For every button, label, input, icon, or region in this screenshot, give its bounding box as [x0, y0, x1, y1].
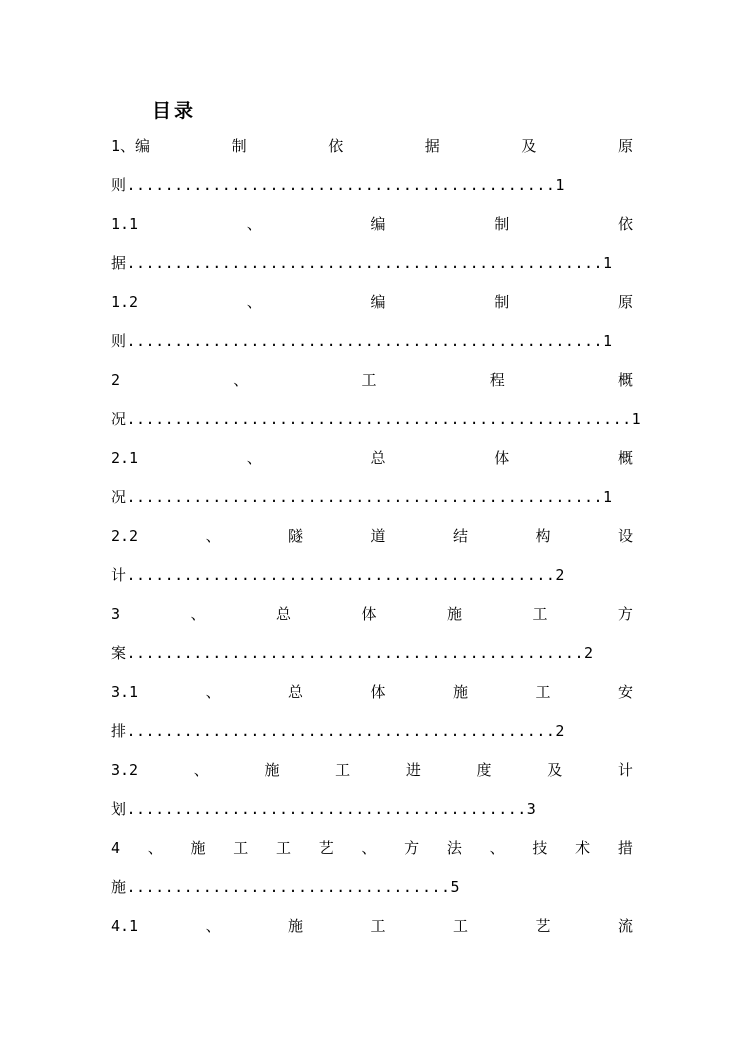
toc-title-segment: 原	[617, 293, 633, 311]
toc-title-segment: 及	[521, 137, 537, 155]
toc-title-segment: 、	[190, 605, 206, 623]
toc-title-segment: 、	[246, 449, 262, 467]
toc-entry-leader[interactable]: 计.............................................2	[111, 566, 565, 584]
toc-title-segment: 总	[275, 605, 291, 623]
toc-title-segment: 流	[617, 917, 633, 935]
toc-title-segment: 2	[111, 371, 121, 389]
toc-entry-title[interactable]	[111, 447, 633, 469]
toc-entry-title[interactable]	[111, 759, 633, 781]
toc-heading: 目录	[152, 100, 197, 122]
toc-entry-title[interactable]	[111, 681, 633, 703]
toc-title-segment: 工	[453, 917, 469, 935]
toc-title-segment: 施	[453, 683, 469, 701]
toc-entry-title[interactable]	[111, 213, 633, 235]
toc-title-segment: 体	[361, 605, 377, 623]
toc-title-segment: 工	[233, 839, 249, 857]
toc-title-segment: 艺	[535, 917, 551, 935]
toc-title-segment: 依	[328, 137, 344, 155]
toc-title-segment: 计	[617, 761, 633, 779]
toc-title-segment: 设	[617, 527, 633, 545]
toc-title-segment: 体	[494, 449, 510, 467]
toc-title-segment: 施	[446, 605, 462, 623]
toc-title-segment: 、	[361, 839, 377, 857]
toc-title-segment: 总	[288, 683, 304, 701]
toc-title-segment: 编	[370, 293, 386, 311]
toc-title-segment: 进	[405, 761, 421, 779]
toc-title-segment: 措	[617, 839, 633, 857]
toc-title-segment: 程	[489, 371, 505, 389]
toc-title-segment: 依	[617, 215, 633, 233]
toc-title-segment: 制	[231, 137, 247, 155]
toc-title-segment: 施	[190, 839, 206, 857]
toc-title-segment: 原	[617, 137, 633, 155]
toc-title-segment: 、	[147, 839, 163, 857]
toc-title-segment: 、	[233, 371, 249, 389]
toc-title-segment: 方	[617, 605, 633, 623]
toc-title-segment: 及	[547, 761, 563, 779]
toc-title-segment: 、	[205, 527, 221, 545]
toc-entry-leader[interactable]: 据..................................................1	[111, 254, 613, 272]
toc-entry-leader[interactable]: 则.............................................1	[111, 176, 565, 194]
toc-title-segment: 施	[264, 761, 280, 779]
toc-title-segment: 隧	[288, 527, 304, 545]
toc-title-segment: 技	[532, 839, 548, 857]
toc-title-segment: 、	[193, 761, 209, 779]
toc-title-segment: 4.1	[111, 917, 139, 935]
toc-entry-title[interactable]	[111, 525, 633, 547]
toc-entry-leader[interactable]: 况.....................................................1	[111, 410, 642, 428]
toc-entry-title[interactable]	[111, 369, 633, 391]
toc-title-segment: 2.2	[111, 527, 139, 545]
toc-title-segment: 方	[404, 839, 420, 857]
toc-title-segment: 工	[370, 917, 386, 935]
toc-title-segment: 总	[370, 449, 386, 467]
toc-title-segment: 、	[205, 917, 221, 935]
toc-entry-leader[interactable]: 划..........................................3	[111, 800, 537, 818]
toc-entry-title[interactable]	[111, 603, 633, 625]
toc-title-segment: 工	[275, 839, 291, 857]
toc-title-segment: 、	[246, 293, 262, 311]
toc-title-segment: 1.1	[111, 215, 139, 233]
toc-title-segment: 3	[111, 605, 121, 623]
toc-title-segment: 制	[494, 215, 510, 233]
toc-title-segment: 艺	[318, 839, 334, 857]
toc-title-segment: 、	[205, 683, 221, 701]
toc-title-segment: 1.2	[111, 293, 139, 311]
toc-entry-title[interactable]	[111, 135, 633, 157]
toc-title-segment: 概	[617, 371, 633, 389]
toc-title-segment: 体	[370, 683, 386, 701]
toc-title-segment: 制	[494, 293, 510, 311]
toc-title-segment: 工	[535, 683, 551, 701]
toc-title-segment: 概	[617, 449, 633, 467]
toc-title-segment: 工	[532, 605, 548, 623]
toc-entry-title[interactable]	[111, 915, 633, 937]
toc-entry-title[interactable]	[111, 291, 633, 313]
toc-title-segment: 术	[575, 839, 591, 857]
toc-title-segment: 道	[370, 527, 386, 545]
toc-title-segment: 据	[424, 137, 440, 155]
toc-entry-leader[interactable]: 排.............................................2	[111, 722, 565, 740]
toc-entry-leader[interactable]: 施..................................5	[111, 878, 461, 896]
toc-title-segment: 、	[246, 215, 262, 233]
toc-title-segment: 、	[489, 839, 505, 857]
toc-title-segment: 3.2	[111, 761, 139, 779]
toc-entry-leader[interactable]: 案................................................2	[111, 644, 594, 662]
toc-title-segment: 构	[535, 527, 551, 545]
toc-title-segment: 安	[617, 683, 633, 701]
toc-title-segment: 1、编	[111, 137, 151, 155]
toc-title-segment: 工	[335, 761, 351, 779]
toc-title-segment: 3.1	[111, 683, 139, 701]
toc-entry-title[interactable]	[111, 837, 633, 859]
toc-entry-leader[interactable]: 况..................................................1	[111, 488, 613, 506]
toc-title-segment: 编	[370, 215, 386, 233]
toc-title-segment: 法	[446, 839, 462, 857]
toc-title-segment: 度	[476, 761, 492, 779]
toc-title-segment: 4	[111, 839, 121, 857]
toc-entry-leader[interactable]: 则..................................................1	[111, 332, 613, 350]
toc-title-segment: 工	[361, 371, 377, 389]
toc-title-segment: 施	[288, 917, 304, 935]
toc-title-segment: 结	[453, 527, 469, 545]
toc-title-segment: 2.1	[111, 449, 139, 467]
